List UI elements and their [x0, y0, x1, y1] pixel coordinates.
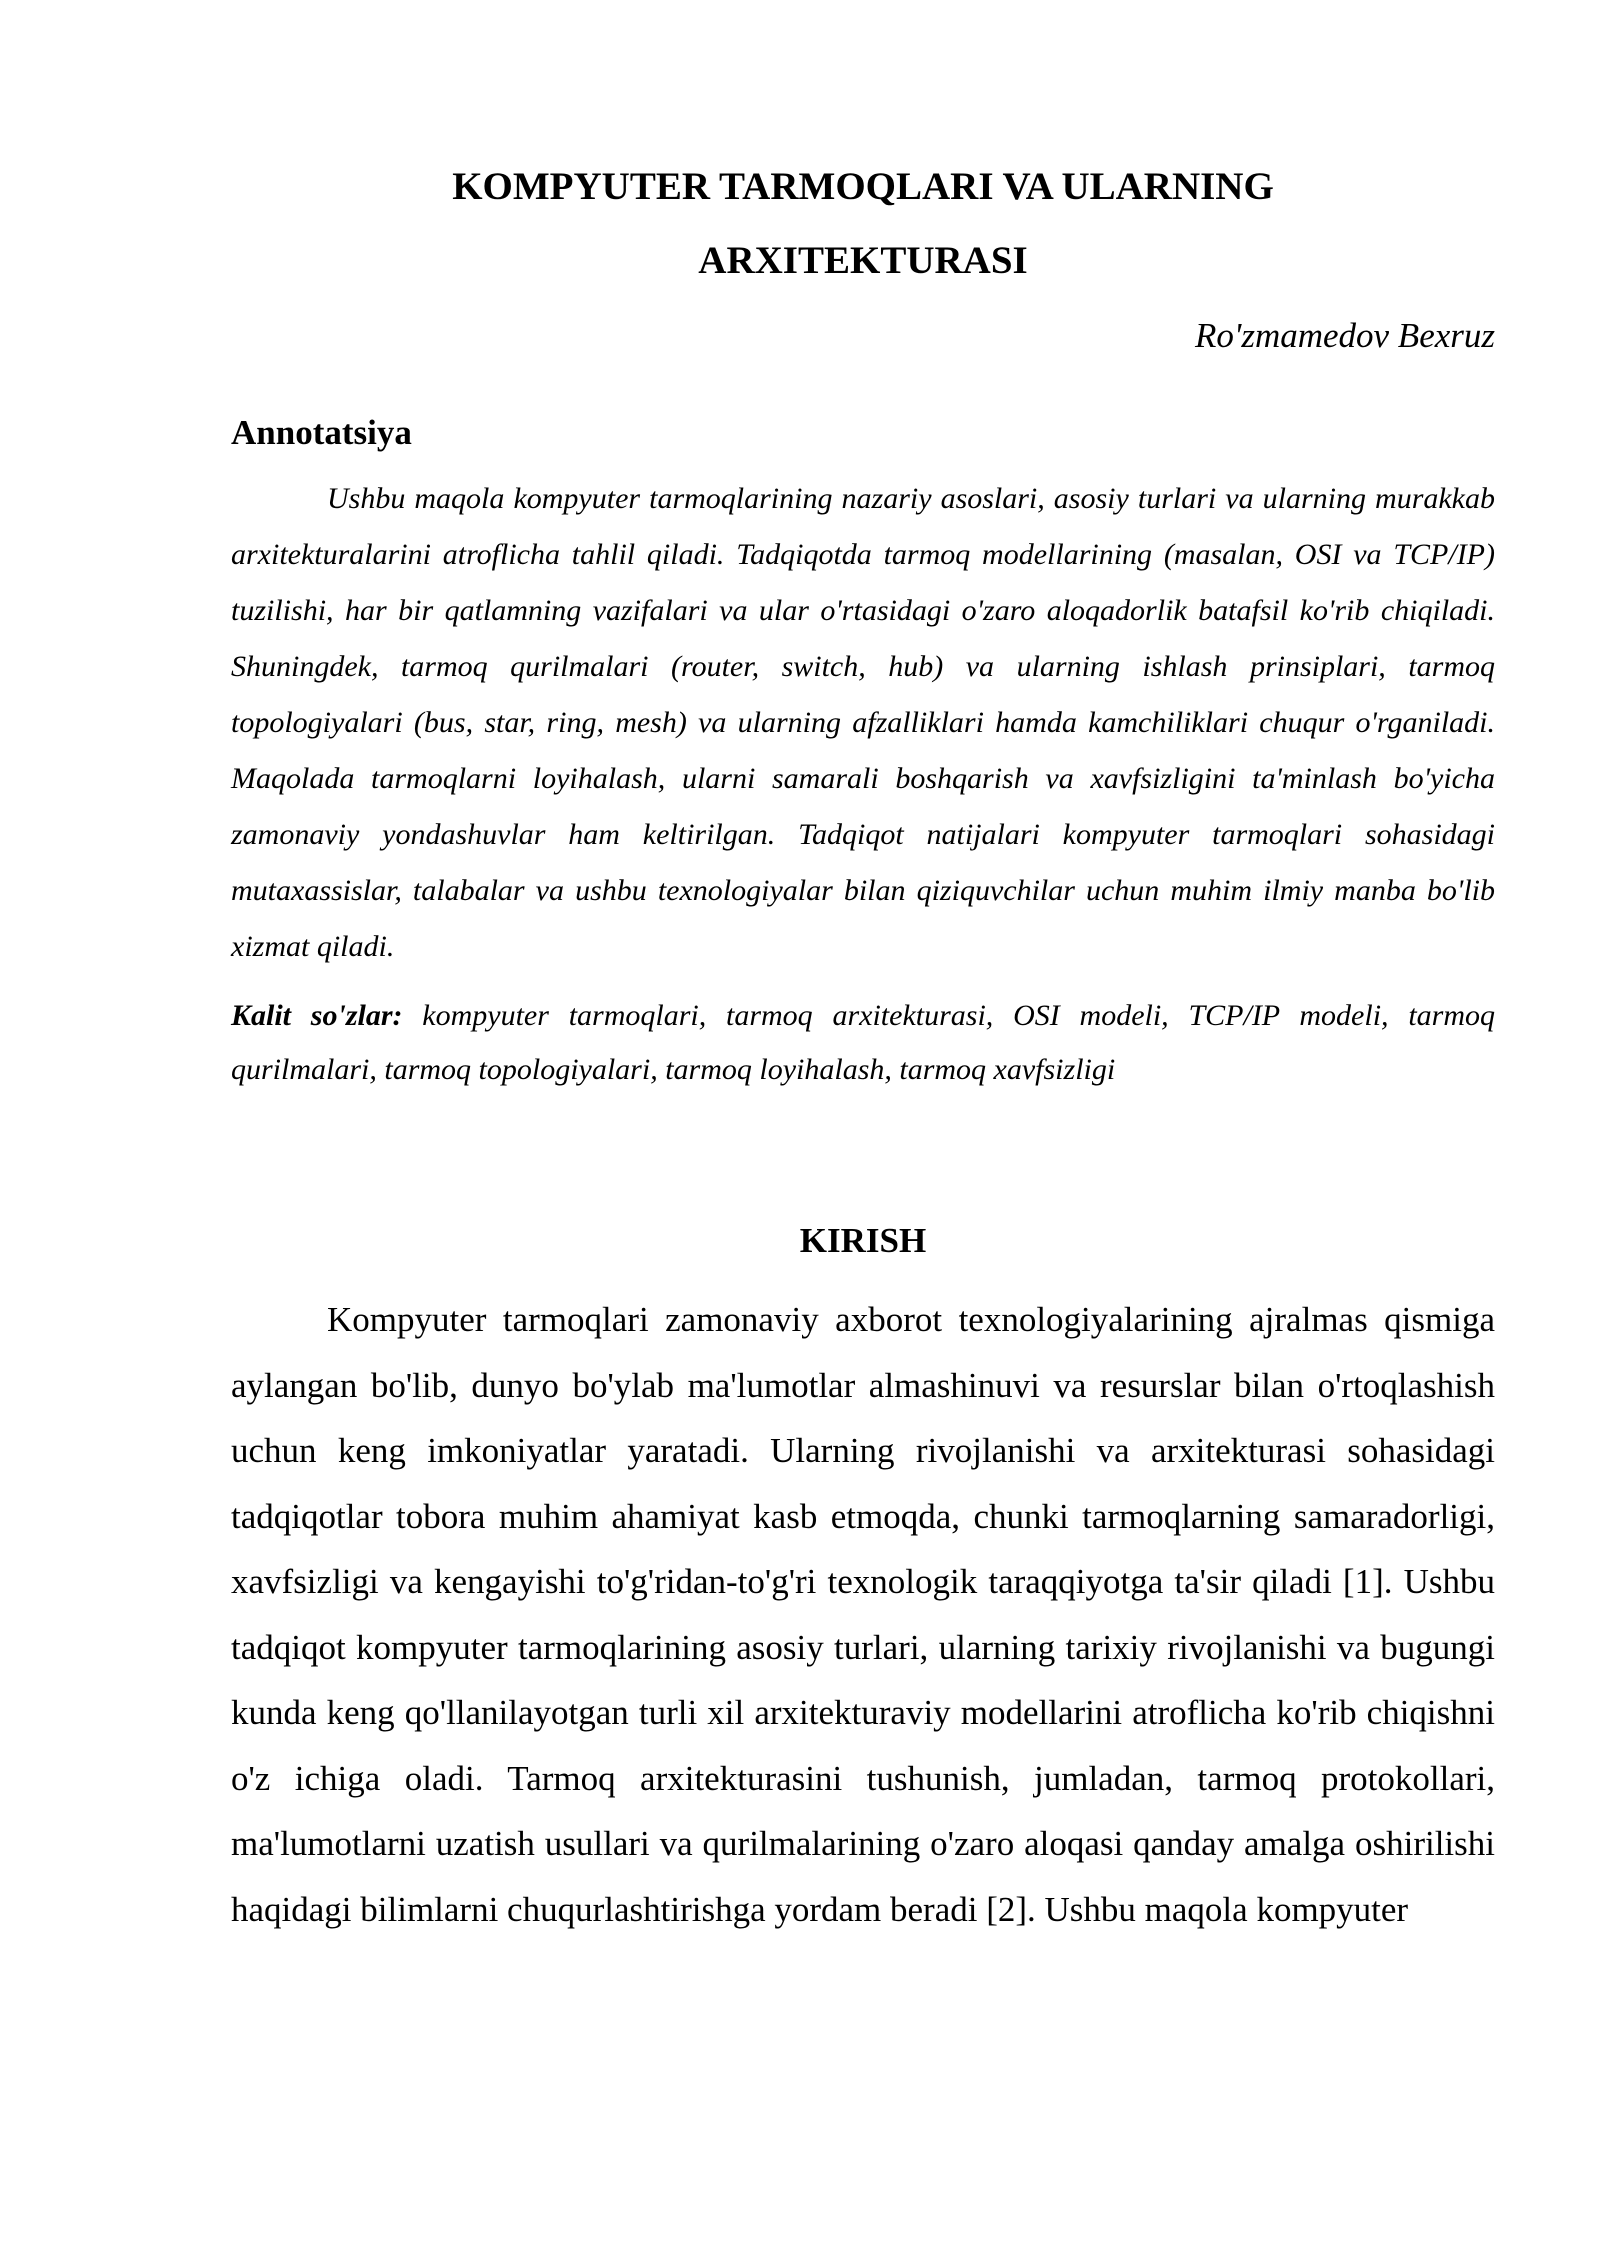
introduction-text: Kompyuter tarmoqlari zamonaviy axborot texnologiyalarining ajralmas qismiga aylangan bo'lib, dunyo bo'ylab ma'lumotlar almashinuvi va resurslar bilan o'rtoqlashish uchun keng imkoniyatlar yaratadi. Ularning rivojlanishi va arxitekturasi sohasidagi tadqiqotlar tobora muhim ahamiyat kasb etmoqda, chunki tarmoqlarning samaradorligi, xavfsizligi va kengayishi to'g'ridan-to'g'ri texnologik taraqqiyotga ta'sir qiladi [1]. Ushbu tadqiqot kompyuter tarmoqlarining asosiy turlari, ularning tarixiy rivojlanishi va bugungi kunda keng qo'llanilayotgan turli xil arxitekturaviy modellarini atroflicha ko'rib chiqishni o'z ichiga oladi. Tarmoq arxitekturasini tushunish, jumladan, tarmoq protokollari, ma'lumotlarni uzatish usullari va qurilmalarining o'zaro aloqasi qanday amalga oshirilishi haqidagi bilimlarni chuqurlashtirishga yordam beradi [2]. Ushbu maqola kompyuter	[231, 1300, 1495, 1929]
keywords-label: Kalit so'zlar:	[231, 999, 403, 1032]
article-title	[231, 150, 1495, 298]
author-name: Ro'zmamedov Bexruz	[1194, 316, 1495, 355]
article-page	[231, 150, 1495, 1942]
introduction-heading: KIRISH	[799, 1221, 927, 1260]
article-title-line-1: KOMPYUTER TARMOQLARI VA ULARNING	[452, 165, 1274, 208]
article-title-line-2: ARXITEKTURASI	[698, 239, 1028, 282]
annotation-heading: Annotatsiya	[231, 413, 412, 452]
annotation-text: Ushbu maqola kompyuter tarmoqlarining nazariy asoslari, asosiy turlari va ularning murakkab arxitekturalarini atroflicha tahlil qiladi. Tadqiqotda tarmoq modellarining (masalan, OSI va TCP/IP) tuzilishi, har bir qatlamning vazifalari va ular o'rtasidagi o'zaro aloqadorlik batafsil ko'rib chiqiladi. Shuningdek, tarmoq qurilmalari (router, switch, hub) va ularning ishlash prinsiplari, tarmoq topologiyalari (bus, star, ring, mesh) va ularning afzalliklari hamda kamchiliklari chuqur o'rganiladi. Maqolada tarmoqlarni loyihalash, ularni samarali boshqarish va xavfsizligini ta'minlash bo'yicha zamonaviy yondashuvlar ham keltirilgan. Tadqiqot natijalari kompyuter tarmoqlari sohasidagi mutaxassislar, talabalar va ushbu texnologiyalar bilan qiziquvchilar uchun muhim ilmiy manba bo'lib xizmat qiladi.	[231, 482, 1495, 963]
keywords-paragraph	[231, 989, 1495, 1097]
keywords-text: kompyuter tarmoqlari, tarmoq arxitekturasi, OSI modeli, TCP/IP modeli, tarmoq qurilmalari, tarmoq topologiyalari, tarmoq loyihalash, tarmoq xavfsizligi	[231, 999, 1496, 1086]
